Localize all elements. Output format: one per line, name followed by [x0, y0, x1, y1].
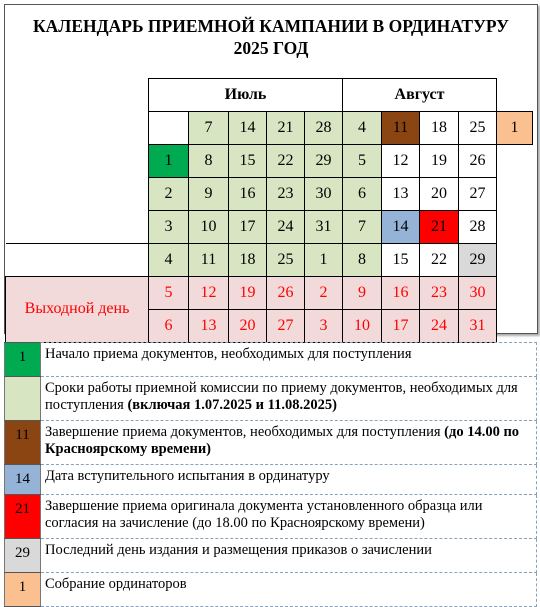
day-cell: 28	[305, 111, 343, 144]
legend-swatch	[5, 377, 41, 421]
weekend-day-cell: 19	[229, 276, 267, 309]
day-cell: 13	[382, 177, 420, 210]
day-cell: 4	[149, 243, 189, 276]
weekend-day-cell: 27	[267, 309, 305, 342]
legend-text: Дата вступительного испытания в ординатуру	[41, 465, 537, 495]
weekend-day-cell: 10	[343, 309, 382, 342]
day-cell: 31	[305, 210, 343, 243]
day-cell: 5	[343, 144, 382, 177]
orders-day-cell: 29	[459, 243, 497, 276]
day-cell: 8	[189, 144, 229, 177]
deadline-day-cell: 21	[420, 210, 459, 243]
day-cell: 15	[382, 243, 420, 276]
page-title	[5, 15, 537, 59]
day-cell: 4	[343, 111, 382, 144]
day-cell: 1	[149, 144, 189, 177]
legend-swatch: 14	[5, 465, 41, 495]
month-header-august: Август	[343, 79, 497, 112]
day-cell: 25	[267, 243, 305, 276]
day-cell: 24	[267, 210, 305, 243]
legend-swatch: 1	[5, 343, 41, 377]
legend-text: Завершение приема документов, необходимых для поступления (до 14.00 по Красноярскому времени)	[41, 421, 537, 465]
weekend-label: Выходной день	[6, 276, 149, 342]
legend-text: Начало приема документов, необходимых для поступления	[41, 343, 537, 377]
day-cell: 18	[229, 243, 267, 276]
day-cell: 29	[305, 144, 343, 177]
weekend-day-cell: 2	[305, 276, 343, 309]
day-cell	[149, 111, 189, 144]
weekend-day-cell: 6	[149, 309, 189, 342]
legend-text: Собрание ординаторов	[41, 573, 537, 607]
legend-swatch: 1	[5, 573, 41, 607]
day-cell: 22	[420, 243, 459, 276]
title-line-2: 2025 ГОД	[233, 38, 309, 58]
weekend-day-cell: 23	[420, 276, 459, 309]
legend-swatch: 21	[5, 495, 41, 539]
title-line-1: КАЛЕНДАРЬ ПРИЕМНОЙ КАМПАНИИ В ОРДИНАТУРУ	[32, 16, 510, 36]
day-cell: 11	[382, 111, 420, 144]
weekend-day-cell: 9	[343, 276, 382, 309]
day-cell: 19	[420, 144, 459, 177]
day-cell: 14	[229, 111, 267, 144]
month-header-july: Июль	[149, 79, 343, 112]
day-cell: 8	[343, 243, 382, 276]
day-cell: 7	[189, 111, 229, 144]
weekend-day-cell: 3	[305, 309, 343, 342]
weekend-day-cell: 17	[382, 309, 420, 342]
day-cell: 17	[229, 210, 267, 243]
day-cell: 30	[305, 177, 343, 210]
day-cell: 12	[382, 144, 420, 177]
weekend-day-cell: 20	[229, 309, 267, 342]
day-cell: 16	[229, 177, 267, 210]
day-cell: 20	[420, 177, 459, 210]
legend-text: Завершение приема оригинала документа установленного образца или согласия на зачисление (до 18.00 по Красноярскому времени)	[41, 495, 537, 539]
weekend-day-cell: 24	[420, 309, 459, 342]
day-cell: 15	[229, 144, 267, 177]
day-cell: 26	[459, 144, 497, 177]
day-cell: 21	[267, 111, 305, 144]
weekend-day-cell: 30	[459, 276, 497, 309]
weekend-day-cell: 16	[382, 276, 420, 309]
weekend-day-cell: 12	[189, 276, 229, 309]
legend-swatch: 11	[5, 421, 41, 465]
day-cell: 23	[267, 177, 305, 210]
weekend-day-cell: 26	[267, 276, 305, 309]
day-cell: 22	[267, 144, 305, 177]
calendar-frame	[4, 4, 538, 334]
calendar-table	[5, 78, 533, 343]
legend-table	[4, 342, 537, 607]
day-cell: 10	[189, 210, 229, 243]
day-cell: 18	[420, 111, 459, 144]
legend-swatch: 29	[5, 539, 41, 573]
weekend-day-cell: 13	[189, 309, 229, 342]
day-cell: 3	[149, 210, 189, 243]
meeting-day-cell: 1	[497, 111, 533, 144]
day-cell: 27	[459, 177, 497, 210]
exam-day-cell: 14	[382, 210, 420, 243]
day-cell: 7	[343, 210, 382, 243]
day-cell: 6	[343, 177, 382, 210]
day-cell: 2	[149, 177, 189, 210]
weekend-day-cell: 5	[149, 276, 189, 309]
day-cell: 28	[459, 210, 497, 243]
day-cell: 11	[189, 243, 229, 276]
legend-text: Последний день издания и размещения приказов о зачислении	[41, 539, 537, 573]
legend-text: Сроки работы приемной комиссии по приему документов, необходимых для поступления (включая 1.07.2025 и 11.08.2025)	[41, 377, 537, 421]
weekend-day-cell: 31	[459, 309, 497, 342]
day-cell: 1	[305, 243, 343, 276]
day-cell: 9	[189, 177, 229, 210]
day-cell: 25	[459, 111, 497, 144]
